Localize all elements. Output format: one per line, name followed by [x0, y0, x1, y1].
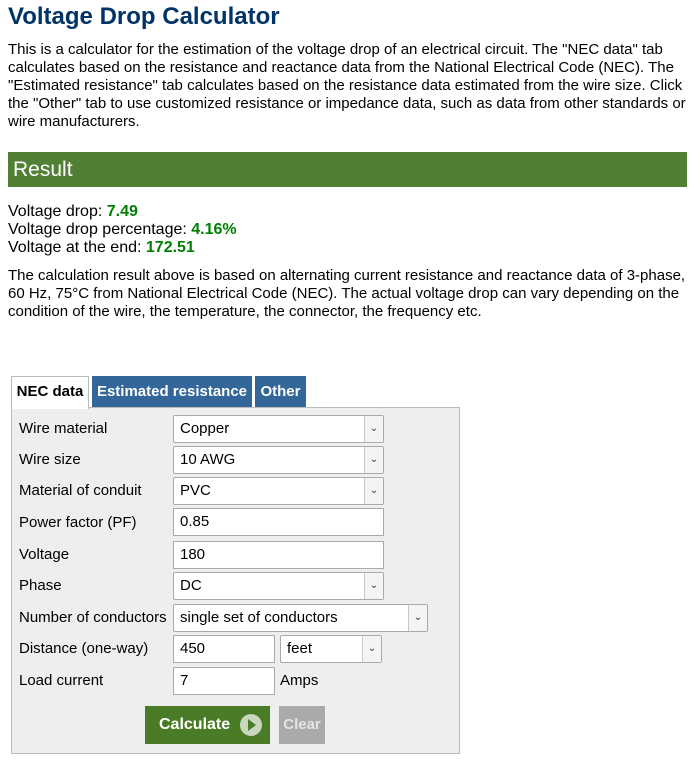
- clear-button[interactable]: Clear: [279, 706, 325, 744]
- wire-material-value: Copper: [180, 420, 230, 437]
- page-title: Voltage Drop Calculator: [8, 3, 280, 30]
- voltage-input[interactable]: 180: [173, 541, 384, 569]
- voltage-at-end-line: [8, 239, 237, 257]
- distance-unit-select[interactable]: [280, 635, 382, 663]
- wire-size-select[interactable]: [173, 446, 384, 474]
- tab-other[interactable]: Other: [255, 376, 306, 408]
- chevron-down-icon: ⌄: [364, 573, 383, 599]
- wire-size-label: Wire size: [19, 451, 81, 468]
- voltage-label: Voltage: [19, 546, 70, 563]
- phase-label: Phase: [19, 577, 62, 594]
- chevron-down-icon: ⌄: [364, 416, 383, 442]
- load-current-unit: Amps: [280, 672, 319, 689]
- conductors-label: Number of conductors: [19, 609, 167, 626]
- wire-size-value: 10 AWG: [180, 451, 236, 468]
- distance-label: Distance (one-way): [19, 640, 149, 657]
- conduit-material-select[interactable]: [173, 477, 384, 505]
- wire-material-select[interactable]: [173, 415, 384, 443]
- result-heading: Result: [8, 152, 687, 187]
- result-note: The calculation result above is based on alternating current resistance and reactance data of 3-phase, 60 Hz, 75°C from National Electrical Code (NEC). The actual voltage drop can vary depending on the condition of the wire, the temperature, the connector, the frequency etc.: [8, 267, 686, 320]
- voltage-drop-percentage-line: [8, 221, 237, 239]
- voltage-drop-label: Voltage drop:: [8, 203, 107, 220]
- voltage-drop-line: [8, 203, 237, 221]
- chevron-down-icon: ⌄: [364, 447, 383, 473]
- calculate-label: Calculate: [159, 716, 231, 733]
- voltage-at-end-value: 172.51: [145, 239, 195, 256]
- tab-estimated-resistance[interactable]: Estimated resistance: [92, 376, 252, 408]
- voltage-at-end-label: Voltage at the end:: [8, 239, 146, 256]
- load-current-label: Load current: [19, 672, 104, 689]
- calculate-button[interactable]: [145, 706, 270, 744]
- tab-nec-data[interactable]: NEC data: [11, 376, 89, 409]
- voltage-drop-value: 7.49: [106, 203, 138, 220]
- conduit-material-label: Material of conduit: [19, 482, 142, 499]
- intro-text: This is a calculator for the estimation of the voltage drop of an electrical circuit. The "NEC data" tab calculates based on the resistance and reactance data from the National Electrical Code (NEC). The "Estimated resistance" tab calculates based on the resistance data estimated from the wire size. Click the "Other" tab to use customized resistance or impedance data, such as data from other standards or wire manufacturers.: [8, 41, 686, 130]
- phase-value: DC: [180, 577, 202, 594]
- voltage-drop-percentage-value: 4.16%: [191, 221, 237, 238]
- distance-input[interactable]: 450: [173, 635, 275, 663]
- conduit-material-value: PVC: [180, 482, 211, 499]
- chevron-down-icon: ⌄: [364, 478, 383, 504]
- wire-material-label: Wire material: [19, 420, 108, 437]
- voltage-drop-percentage-label: Voltage drop percentage:: [8, 221, 192, 238]
- distance-unit-value: feet: [287, 640, 313, 657]
- power-factor-label: Power factor (PF): [19, 514, 137, 531]
- chevron-down-icon: ⌄: [362, 636, 381, 662]
- chevron-down-icon: ⌄: [408, 605, 427, 631]
- phase-select[interactable]: [173, 572, 384, 600]
- result-values: [8, 203, 237, 257]
- power-factor-input[interactable]: 0.85: [173, 508, 384, 536]
- conductors-value: single set of conductors: [180, 609, 338, 626]
- nec-data-panel: [11, 407, 460, 754]
- play-icon: [240, 714, 262, 736]
- conductors-select[interactable]: [173, 604, 428, 632]
- load-current-input[interactable]: 7: [173, 667, 275, 695]
